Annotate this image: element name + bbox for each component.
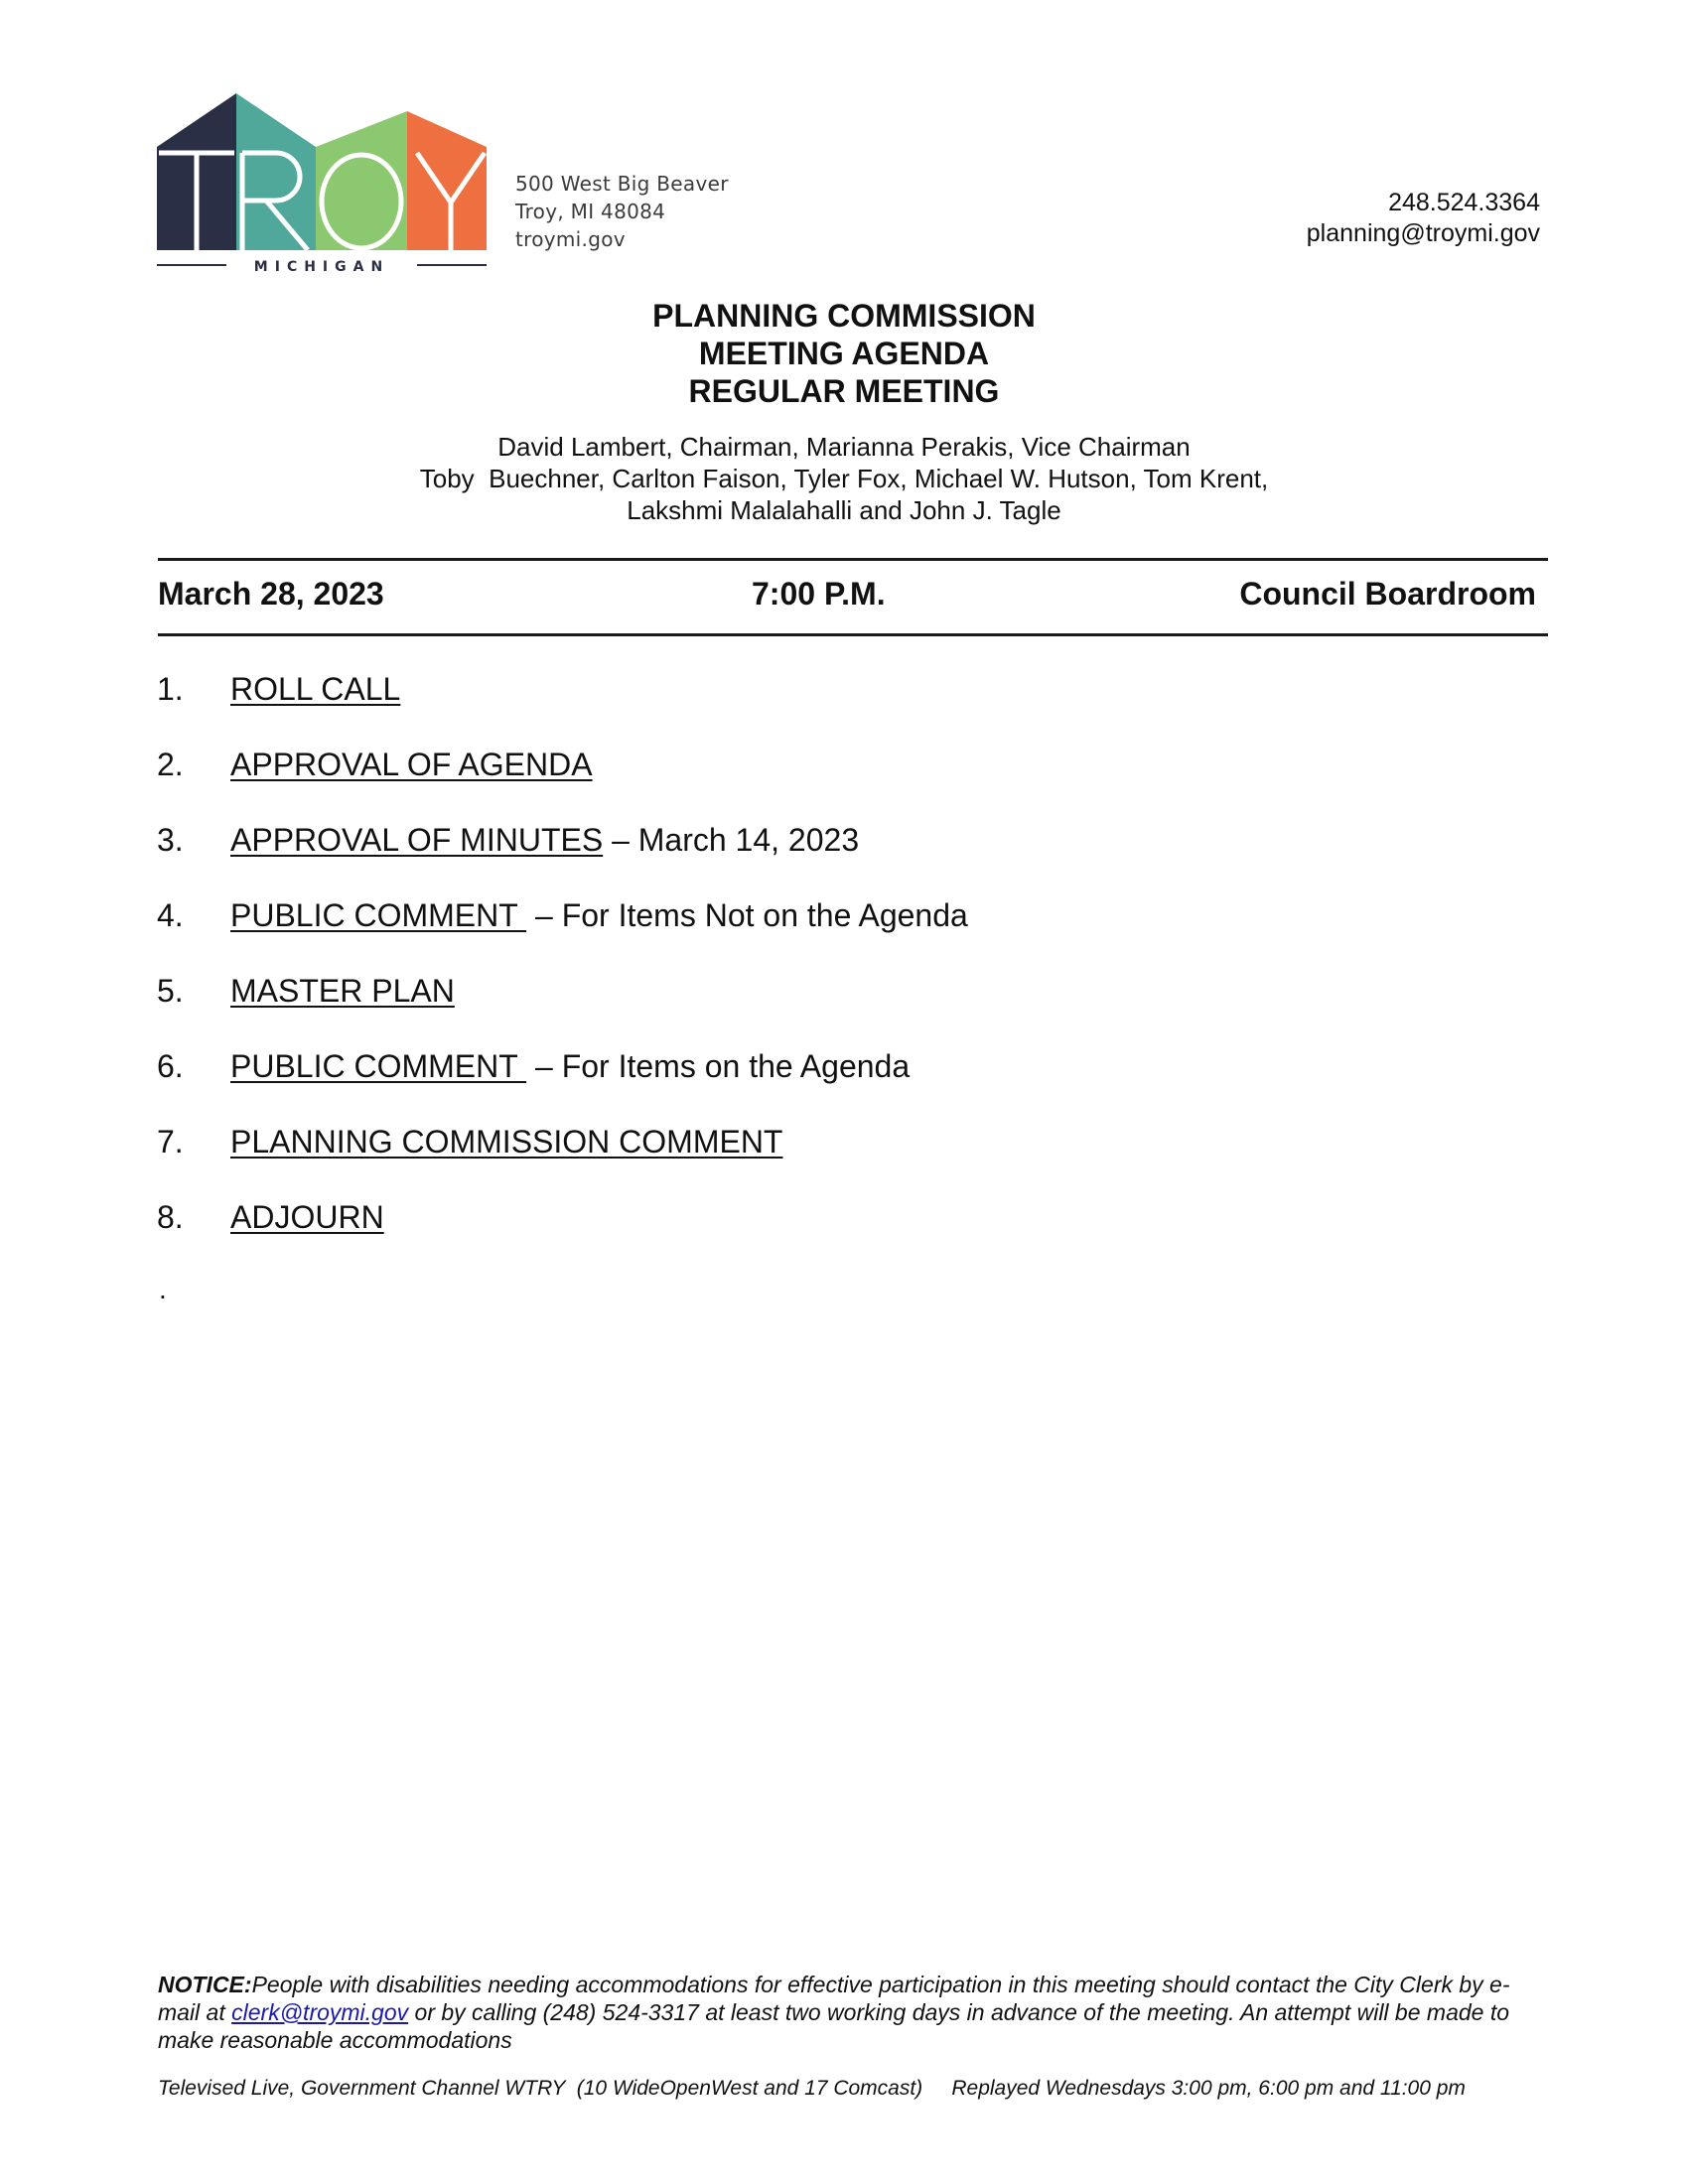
title-commission: PLANNING COMMISSION [652, 298, 1036, 334]
agenda-item-text [230, 895, 968, 935]
meeting-location: Council Boardroom [1239, 576, 1536, 612]
agenda-item [157, 1046, 1448, 1122]
agenda-item-heading: APPROVAL OF MINUTES [230, 822, 604, 858]
agenda-item-number: 5. [157, 973, 184, 1009]
address-block [515, 170, 729, 253]
trailing-mark: . [159, 1274, 167, 1304]
notice-text-2: or by calling (248) 524-3317 at least two working days in advance of the meeting. An attempt will be made to make reasonable accommodations [158, 1999, 1510, 2053]
agenda-list [157, 669, 1448, 1273]
agenda-item-detail: – For Items on the Agenda [526, 1048, 911, 1084]
members-line-3: Lakshmi Malalahalli and John J. Tagle [627, 495, 1061, 525]
agenda-item-heading: ADJOURN [230, 1199, 384, 1235]
meeting-date: March 28, 2023 [158, 576, 384, 612]
televised-info: Televised Live, Government Channel WTRY (10 WideOpenWest and 17 Comcast) Replayed Wednesdays 3:00 pm, 6:00 pm and 11:00 pm [158, 2077, 1466, 2100]
title-agenda: MEETING AGENDA [698, 336, 990, 371]
address-street: 500 West Big Beaver [515, 172, 729, 196]
agenda-item-heading: PUBLIC COMMENT [230, 1048, 527, 1084]
address-website: troymi.gov [515, 227, 626, 251]
agenda-item [157, 1122, 1448, 1197]
agenda-item [157, 1197, 1448, 1273]
logo-house-orange [407, 111, 487, 250]
clerk-email-link[interactable]: clerk@troymi.gov [231, 1999, 409, 2025]
address-city: Troy, MI 48084 [515, 200, 666, 223]
logo-subtext: MICHIGAN [253, 259, 390, 274]
agenda-item-text [230, 1197, 384, 1237]
logo-house-teal [236, 93, 316, 250]
meeting-time: 7:00 P.M. [752, 576, 886, 612]
agenda-item-number: 6. [157, 1048, 184, 1084]
agenda-item-text [230, 1122, 782, 1161]
agenda-item [157, 669, 1448, 745]
agenda-item-number: 7. [157, 1124, 184, 1160]
agenda-item [157, 971, 1448, 1046]
contact-block [1307, 188, 1540, 249]
agenda-item [157, 895, 1448, 971]
contact-email: planning@troymi.gov [1306, 219, 1540, 247]
agenda-item [157, 820, 1448, 895]
agenda-item-number: 4. [157, 897, 184, 933]
agenda-item-number: 1. [157, 671, 184, 707]
agenda-item-detail: – For Items Not on the Agenda [526, 897, 968, 933]
agenda-item-number: 8. [157, 1199, 184, 1235]
commission-members [0, 431, 1688, 526]
agenda-item-heading: MASTER PLAN [230, 973, 455, 1009]
notice-text-1: People with disabilities needing accommodations for effective participation in this meeting should contact the City Clerk by e-mail at [158, 1972, 1510, 2025]
agenda-item-text [230, 1046, 910, 1086]
agenda-item-text [230, 820, 859, 860]
agenda-item-heading: APPROVAL OF AGENDA [230, 747, 593, 782]
agenda-item-text [230, 745, 593, 784]
agenda-item [157, 745, 1448, 820]
notice-label: NOTICE: [158, 1972, 252, 1997]
accessibility-notice [158, 1971, 1548, 2054]
troy-logo-graphic [157, 93, 487, 274]
title-regular-meeting: REGULAR MEETING [688, 373, 1000, 409]
divider-bottom [158, 633, 1548, 636]
agenda-item-heading: PLANNING COMMISSION COMMENT [230, 1124, 783, 1160]
troy-logo [157, 93, 487, 274]
agenda-titles [0, 297, 1688, 410]
agenda-item-number: 2. [157, 747, 184, 782]
divider-top [158, 558, 1548, 561]
agenda-item-text [230, 669, 400, 709]
agenda-item-number: 3. [157, 822, 184, 858]
agenda-item-heading: ROLL CALL [230, 671, 401, 707]
members-line-2: Toby Buechner, Carlton Faison, Tyler Fox, Michael W. Hutson, Tom Krent, [419, 464, 1269, 493]
members-line-1: David Lambert, Chairman, Marianna Perakis, Vice Chairman [497, 432, 1191, 462]
agenda-item-text [230, 971, 455, 1011]
agenda-item-heading: PUBLIC COMMENT [230, 897, 527, 933]
contact-phone: 248.524.3364 [1388, 189, 1540, 216]
agenda-item-detail: – March 14, 2023 [603, 822, 860, 858]
meeting-info-bar [158, 576, 1548, 615]
